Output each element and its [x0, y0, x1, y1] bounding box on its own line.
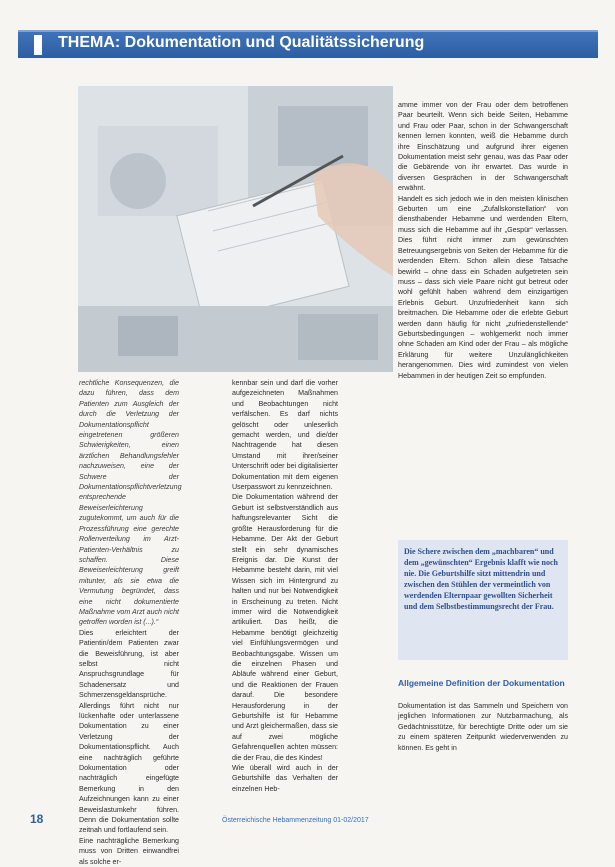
- paragraph: kennbar sein und darf die vorher aufgezeichneten Maßnahmen und Beobachtungen nicht verfälschen. Es darf nichts gelöscht oder unleserlich gemacht werden, und die/der Nachtragende hat diesen Umstand mit ihrer/seiner Unterschrift oder bei digitalisierter Dokumentation mit dem eigenen Userpasswort zu kennzeichnen.: [232, 379, 338, 492]
- legal-quote: rechtliche Konsequenzen, die dazu führen, dass dem Patienten zum Ausgleich der durch die Verletzung der Dokumentationspflicht eingetretenen größeren Schwierigkeiten, einen ärztlichen Behandlungsfehler nachzuweisen, eine der Schwere der Dokumentationspflichtverletzung entsprechende Beweiserleichterung zugutekommt, um auch für die Prozessführung eine gerechte Rollenverteilung im Arzt-Patienten-Verhältnis zu schaffen. Diese Beweiserleichterung greift mitunter, als sie etwa die Vermutung begründet, dass eine nicht dokumentierte Maßnahme vom Arzt auch nicht getroffen worden ist (...).“: [79, 379, 182, 627]
- pull-quote-box: [398, 540, 568, 660]
- column-left: [79, 378, 182, 867]
- paragraph: Eine nachträgliche Bemerkung muss von Dritten einwandfrei als solche er-: [79, 836, 179, 866]
- paragraph: Dies erleichtert der Patientin/dem Patienten zwar die Beweisführung, ist aber selbst nicht Anspruchsgrundlage für Schadenersatz und Schmerzensgeldansprüche.: [79, 628, 179, 700]
- section-subheading: Allgemeine Definition der Dokumentation: [398, 678, 565, 688]
- page-title: THEMA: Dokumentation und Qualitätssicherung: [58, 34, 425, 51]
- paragraph: Dokumentation ist das Sammeln und Speichern von jeglichen Informationen zur Nutzbarmachung, als Gedächtnisstütze, für berechtigte Dritte oder um sie zu einem späteren Zeitpunkt wiederverwenden zu können. Es geht in: [398, 702, 568, 752]
- publication-footer: Österreichische Hebammenzeitung 01-02/2017: [222, 817, 369, 824]
- page-number: 18: [30, 812, 44, 826]
- column-right-lower: [398, 701, 568, 753]
- paragraph: amme immer von der Frau oder dem betroffenen Paar beurteilt. Wenn sich beide Seiten, Hebamme und Frau oder Paar, schon in der Schwangerschaft kennen lernen konnten, weiß die Hebamme durch ihre Einschätzung und aufgrund ihrer eigenen Dokumentation meist sehr genau, was das Paar oder die Gebärende von ihr erwartet. Das wurde in diversen Gesprächen in der Schwangerschaft erwähnt.: [398, 101, 568, 193]
- column-middle: [232, 378, 338, 794]
- header-accent-bar: [34, 35, 42, 55]
- paragraph: Die Dokumentation während der Geburt ist selbstverständlich aus haftungsrelevanter Sicht die größte Herausforderung für die Hebamme. Der Akt der Geburt stellt ein sehr dynamisches Ereignis dar. Die Kunst der Hebamme besteht darin, mit viel Wissen sich im Hintergrund zu halten und nur bei Notwendigkeit in Erscheinung zu treten. Nicht immer wird die Notwendigkeit artikuliert. Das heißt, die Hebamme benötigt gleichzeitig viel Einfühlungsvermögen und Beobachtungsgabe. Wissen um die einzelnen Phasen und Abläufe während einer Geburt, und die Reaktionen der Frauen darauf. Die besondere Herausforderung in der Geburtshilfe ist für Hebamme und Arzt gleichermaßen, dass sie auf zwei mögliche Gefahrenquellen achten müssen: die der Frau, die des Kindes!: [232, 493, 338, 762]
- paragraph: Allerdings führt nicht nur lückenhafte oder unterlassene Dokumentation zu einer Verletzung der Dokumentationspflicht. Auch eine nachträglich geführte Dokumentation oder nachträglich eingefügte Bemerkung in den Aufzeichnungen kann zu einer Beweislastumkehr führen. Denn die Dokumentation sollte zeitnah und fortlaufend sein.: [79, 701, 179, 835]
- column-right: [398, 100, 568, 381]
- paragraph: Wie überall wird auch in der Geburtshilfe das Verhalten der einzelnen Heb-: [232, 764, 338, 793]
- documentation-photo: [78, 86, 393, 372]
- paragraph: Handelt es sich jedoch wie in den meisten klinischen Geburten um eine „Zufallskonstellation“ von diensthabender Hebamme und werdenden Eltern, muss sich die Hebamme auf ihr „Gespür“ verlassen. Dies führt nicht immer zum gewünschten Betreuungsergebnis von Seiten der Hebamme für die werdenden Eltern. Schon allein diese Tatsache bewirkt – ohne dass ein Schaden aufgetreten sein muss – dass sich viele Paare nicht gut betreut oder wohl gefühlt haben während dem einzigartigen Erlebnis Geburt. Unzufriedenheit kann sich breitmachen. Die Hebamme oder die erlebte Geburt werden dann häufig für nicht „zufriedenstellende“ Geburtsbedingungen – wohlgemerkt noch immer ohne Schaden am Kind oder der Frau – als mögliche Erklärung für weitere Unzulänglichkeiten herangenommen. Dies wird zumindest von vielen Hebammen in der heutigen Zeit so empfunden.: [398, 194, 568, 380]
- section-header: [18, 30, 598, 58]
- pull-quote: Die Schere zwischen dem „machbaren“ und dem „gewünschten“ Ergebnis klafft wie noch nie. Die Geburtshilfe sitzt mittendrin und zwischen den Stühlen der vermeintlich von werdenden Elternpaar gewollten Sicherheit und dem Selbstbestimmungsrecht der Frau.: [404, 547, 559, 611]
